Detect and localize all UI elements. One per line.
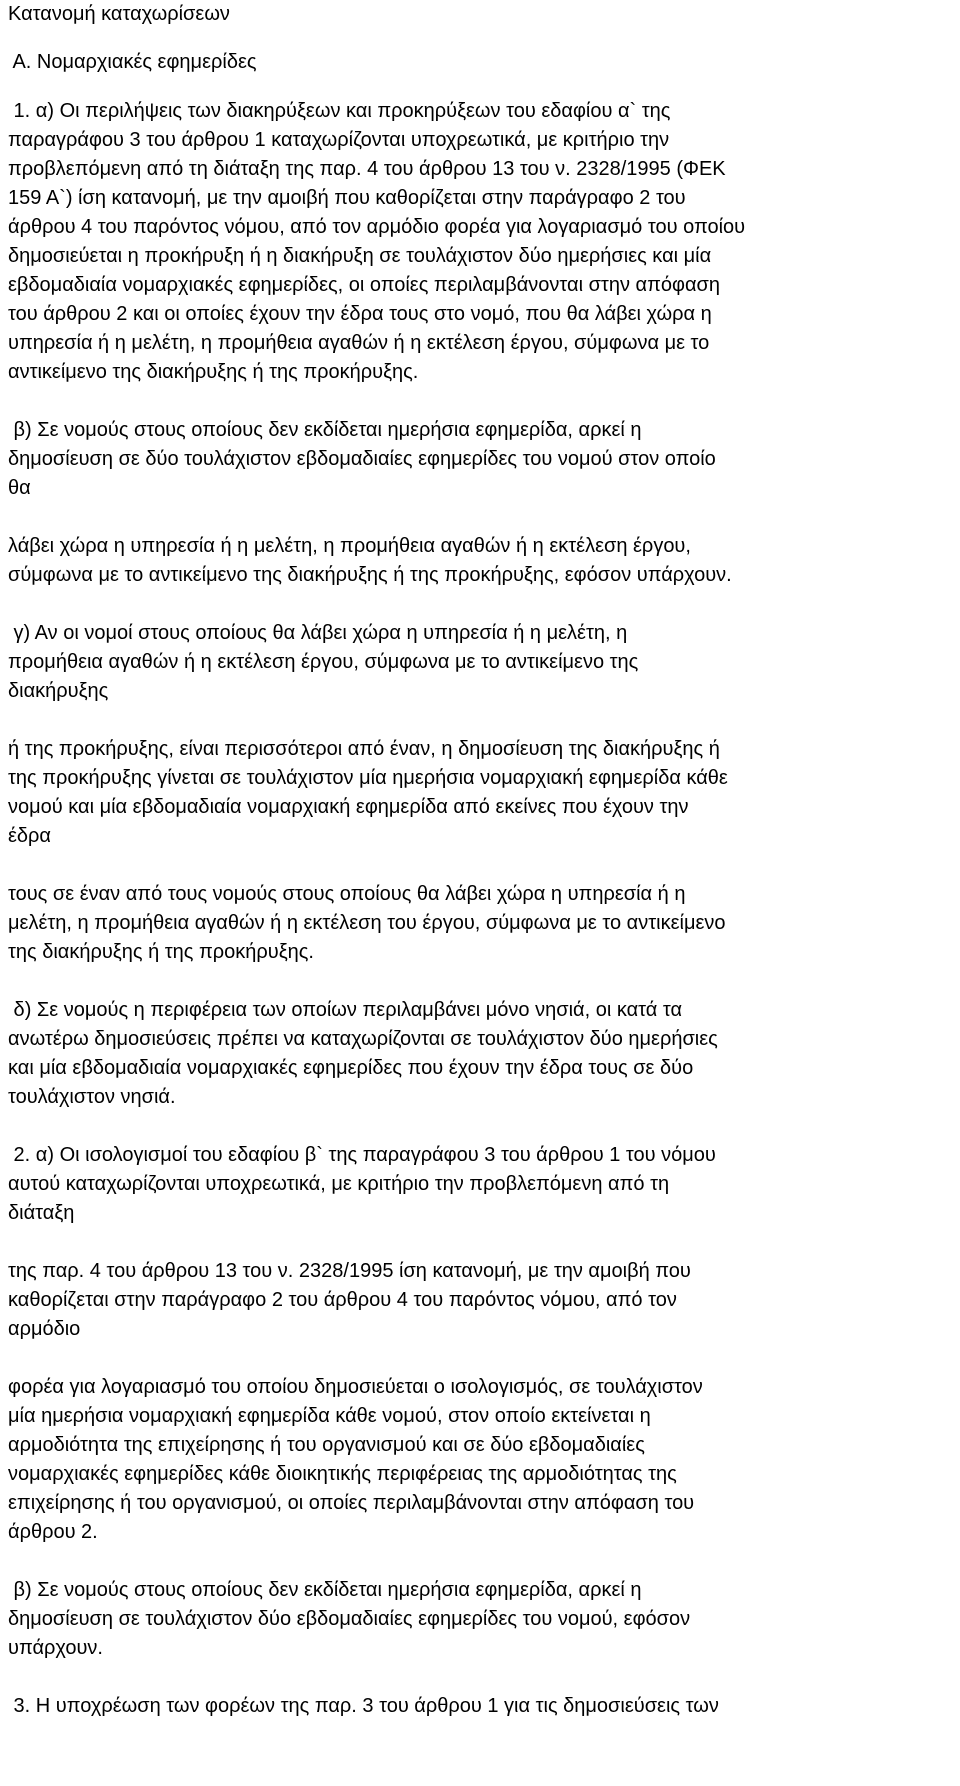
text-line: παραγράφου 3 του άρθρου 1 καταχωρίζονται υποχρεωτικά, με κριτήριο την — [8, 129, 670, 151]
text-line: αντικείμενο της διακήρυξης ή της προκήρυξης. — [8, 361, 419, 383]
text-line: μία ημερήσια νομαρχιακή εφημερίδα κάθε νομού, στον οποίο εκτείνεται η — [8, 1405, 651, 1427]
text-line: λάβει χώρα η υπηρεσία ή η μελέτη, η προμήθεια αγαθών ή η εκτέλεση έργου, — [8, 535, 691, 557]
text-line: και μία εβδομαδιαία νομαρχιακές εφημερίδες που έχουν την έδρα τους σε δύο — [8, 1057, 694, 1079]
text-line: διάταξη — [8, 1202, 75, 1224]
text-line: θα — [8, 477, 31, 499]
text-line: καθορίζεται στην παράγραφο 2 του άρθρου 4 του παρόντος νόμου, από τον — [8, 1289, 677, 1311]
text-line: β) Σε νομούς στους οποίους δεν εκδίδεται ημερήσια εφημερίδα, αρκεί η — [8, 1579, 642, 1601]
text-line: διακήρυξης — [8, 680, 109, 702]
text-line: 1. α) Οι περιλήψεις των διακηρύξεων και προκηρύξεων του εδαφίου α` της — [8, 100, 671, 122]
section-heading: Α. Νομαρχιακές εφημερίδες — [8, 51, 257, 73]
text-line: του άρθρου 2 και οι οποίες έχουν την έδρα τους στο νομό, που θα λάβει χώρα η — [8, 303, 712, 325]
text-line: μελέτη, η προμήθεια αγαθών ή η εκτέλεση του έργου, σύμφωνα με το αντικείμενο — [8, 912, 726, 934]
text-line: νομού και μία εβδομαδιαία νομαρχιακή εφημερίδα από εκείνες που έχουν την — [8, 796, 689, 818]
text-line: δημοσιεύεται η προκήρυξη ή η διακήρυξη σε τουλάχιστον δύο ημερήσιες και μία — [8, 245, 712, 267]
text-line: ανωτέρω δημοσιεύσεις πρέπει να καταχωρίζονται σε τουλάχιστον δύο ημερήσιες — [8, 1028, 718, 1050]
text-line: υπηρεσία ή η μελέτη, η προμήθεια αγαθών ή η εκτέλεση έργου, σύμφωνα με το — [8, 332, 710, 354]
text-line: υπάρχουν. — [8, 1637, 103, 1659]
text-line: προμήθεια αγαθών ή η εκτέλεση έργου, σύμφωνα με το αντικείμενο της — [8, 651, 639, 673]
text-line: επιχείρησης ή του οργανισμού, οι οποίες περιλαμβάνονται στην απόφαση του — [8, 1492, 695, 1514]
text-line: αρμοδιότητα της επιχείρησης ή του οργανισμού και σε δύο εβδομαδιαίες — [8, 1434, 645, 1456]
text-line: εβδομαδιαία νομαρχιακές εφημερίδες, οι οποίες περιλαμβάνονται στην απόφαση — [8, 274, 720, 296]
text-line: ή της προκήρυξης, είναι περισσότεροι από έναν, η δημοσίευση της διακήρυξης ή — [8, 738, 720, 760]
text-line: τουλάχιστον νησιά. — [8, 1086, 176, 1108]
text-line: της παρ. 4 του άρθρου 13 του ν. 2328/1995 ίση κατανομή, με την αμοιβή που — [8, 1260, 691, 1282]
text-line: σύμφωνα με το αντικείμενο της διακήρυξης ή της προκήρυξης, εφόσον υπάρχουν. — [8, 564, 732, 586]
text-line: έδρα — [8, 825, 51, 847]
text-line: β) Σε νομούς στους οποίους δεν εκδίδεται ημερήσια εφημερίδα, αρκεί η — [8, 419, 642, 441]
text-line: προβλεπόμενη από τη διάταξη της παρ. 4 του άρθρου 13 του ν. 2328/1995 (ΦΕΚ — [8, 158, 726, 180]
text-line: 3. Η υποχρέωση των φορέων της παρ. 3 του άρθρου 1 για τις δημοσιεύσεις των — [8, 1695, 719, 1717]
text-line: άρθρου 2. — [8, 1521, 98, 1543]
text-line: της διακήρυξης ή της προκήρυξης. — [8, 941, 314, 963]
text-line: δημοσίευση σε τουλάχιστον δύο εβδομαδιαίες εφημερίδες του νομού, εφόσον — [8, 1608, 691, 1630]
text-line: αρμόδιο — [8, 1318, 81, 1340]
text-line: φορέα για λογαριασμό του οποίου δημοσιεύεται ο ισολογισμός, σε τουλάχιστον — [8, 1376, 703, 1398]
text-line: τους σε έναν από τους νομούς στους οποίους θα λάβει χώρα η υπηρεσία ή η — [8, 883, 686, 905]
text-line: δημοσίευση σε δύο τουλάχιστον εβδομαδιαίες εφημερίδες του νομού στον οποίο — [8, 448, 716, 470]
text-line: δ) Σε νομούς η περιφέρεια των οποίων περιλαμβάνει μόνο νησιά, οι κατά τα — [8, 999, 683, 1021]
text-line: της προκήρυξης γίνεται σε τουλάχιστον μία ημερήσια νομαρχιακή εφημερίδα κάθε — [8, 767, 728, 789]
text-line: άρθρου 4 του παρόντος νόμου, από τον αρμόδιο φορέα για λογαριασμό του οποίου — [8, 216, 746, 238]
text-line: 159 Α`) ίση κατανομή, με την αμοιβή που καθορίζεται στην παράγραφο 2 του — [8, 187, 686, 209]
document-title: Κατανομή καταχωρίσεων — [8, 3, 230, 25]
text-line: νομαρχιακές εφημερίδες κάθε διοικητικής περιφέρειας της αρμοδιότητας της — [8, 1463, 677, 1485]
text-line: γ) Αν οι νομοί στους οποίους θα λάβει χώρα η υπηρεσία ή η μελέτη, η — [8, 622, 628, 644]
text-line: αυτού καταχωρίζονται υποχρεωτικά, με κριτήριο την προβλεπόμενη από τη — [8, 1173, 670, 1195]
text-line: 2. α) Οι ισολογισμοί του εδαφίου β` της παραγράφου 3 του άρθρου 1 του νόμου — [8, 1144, 716, 1166]
